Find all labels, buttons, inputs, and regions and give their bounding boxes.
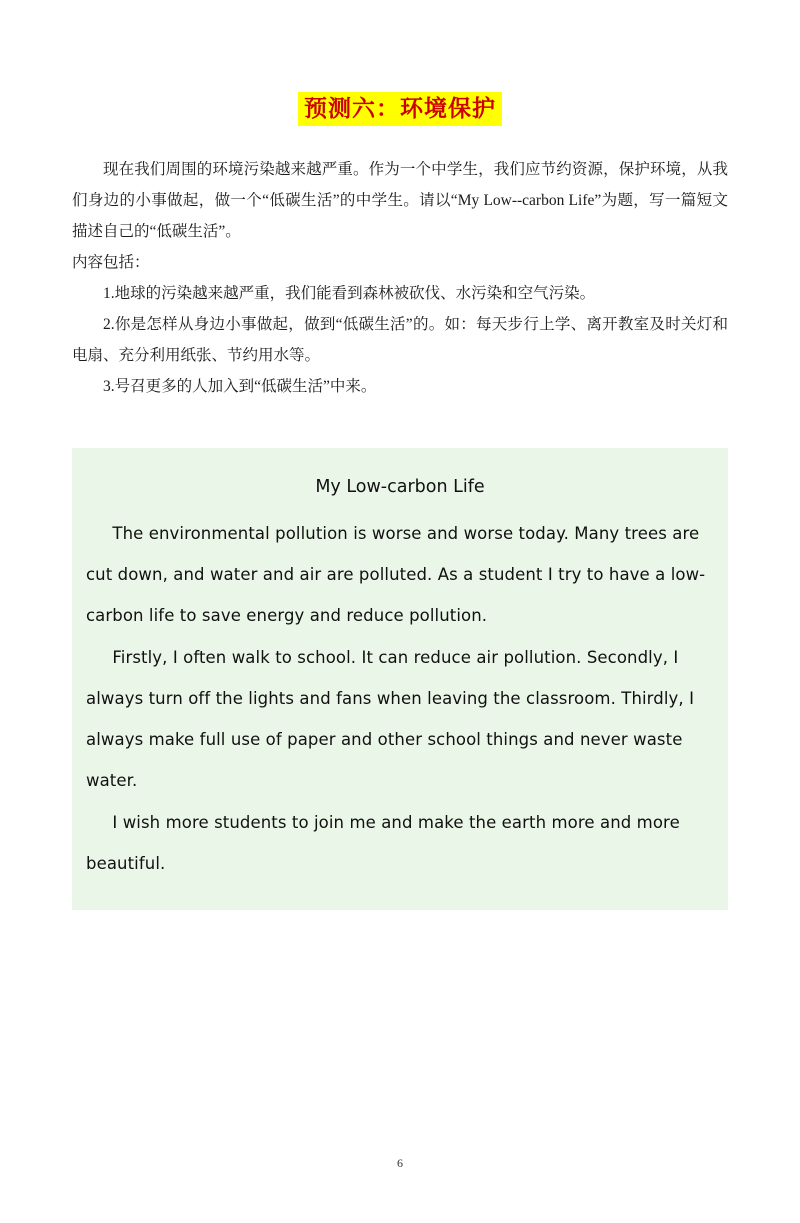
prompt-item-2: 2.你是怎样从身边小事做起，做到“低碳生活”的。如：每天步行上学、离开教室及时关灯和电扇、充分利用纸张、节约用水等。	[72, 315, 728, 364]
prompt-paragraph: 现在我们周围的环境污染越来越严重。作为一个中学生，我们应节约资源，保护环境，从我们身边的小事做起，做一个“低碳生活”的中学生。请以“My Low--carbon Life”为题，写一篇短文描述自己的“低碳生活”。	[72, 160, 728, 240]
prompt-item-1: 1.地球的污染越来越严重，我们能看到森林被砍伐、水污染和空气污染。	[103, 284, 596, 302]
prompt-item-3: 3.号召更多的人加入到“低碳生活”中来。	[103, 377, 377, 395]
page-title: 预测六：环境保护	[298, 92, 502, 126]
essay-title: My Low-carbon Life	[315, 476, 485, 497]
essay-paragraph-3: I wish more students to join me and make the earth more and more beautiful.	[86, 812, 680, 873]
essay-paragraph-2: Firstly, I often walk to school. It can reduce air pollution. Secondly, I always turn off the lights and fans when leaving the classroom. Thirdly, I always make full use of paper and other school things and never waste water.	[86, 647, 695, 791]
document-page	[0, 92, 800, 1223]
essay-paragraph-1: The environmental pollution is worse and worse today. Many trees are cut down, and water and air are polluted. As a student I try to have a low-carbon life to save energy and reduce pollution.	[86, 523, 706, 626]
sample-essay-box	[72, 448, 728, 910]
prompt-section	[72, 154, 728, 402]
page-title-container	[72, 92, 728, 126]
prompt-contents-label: 内容包括：	[72, 253, 150, 271]
page-number: 6	[397, 1156, 403, 1170]
